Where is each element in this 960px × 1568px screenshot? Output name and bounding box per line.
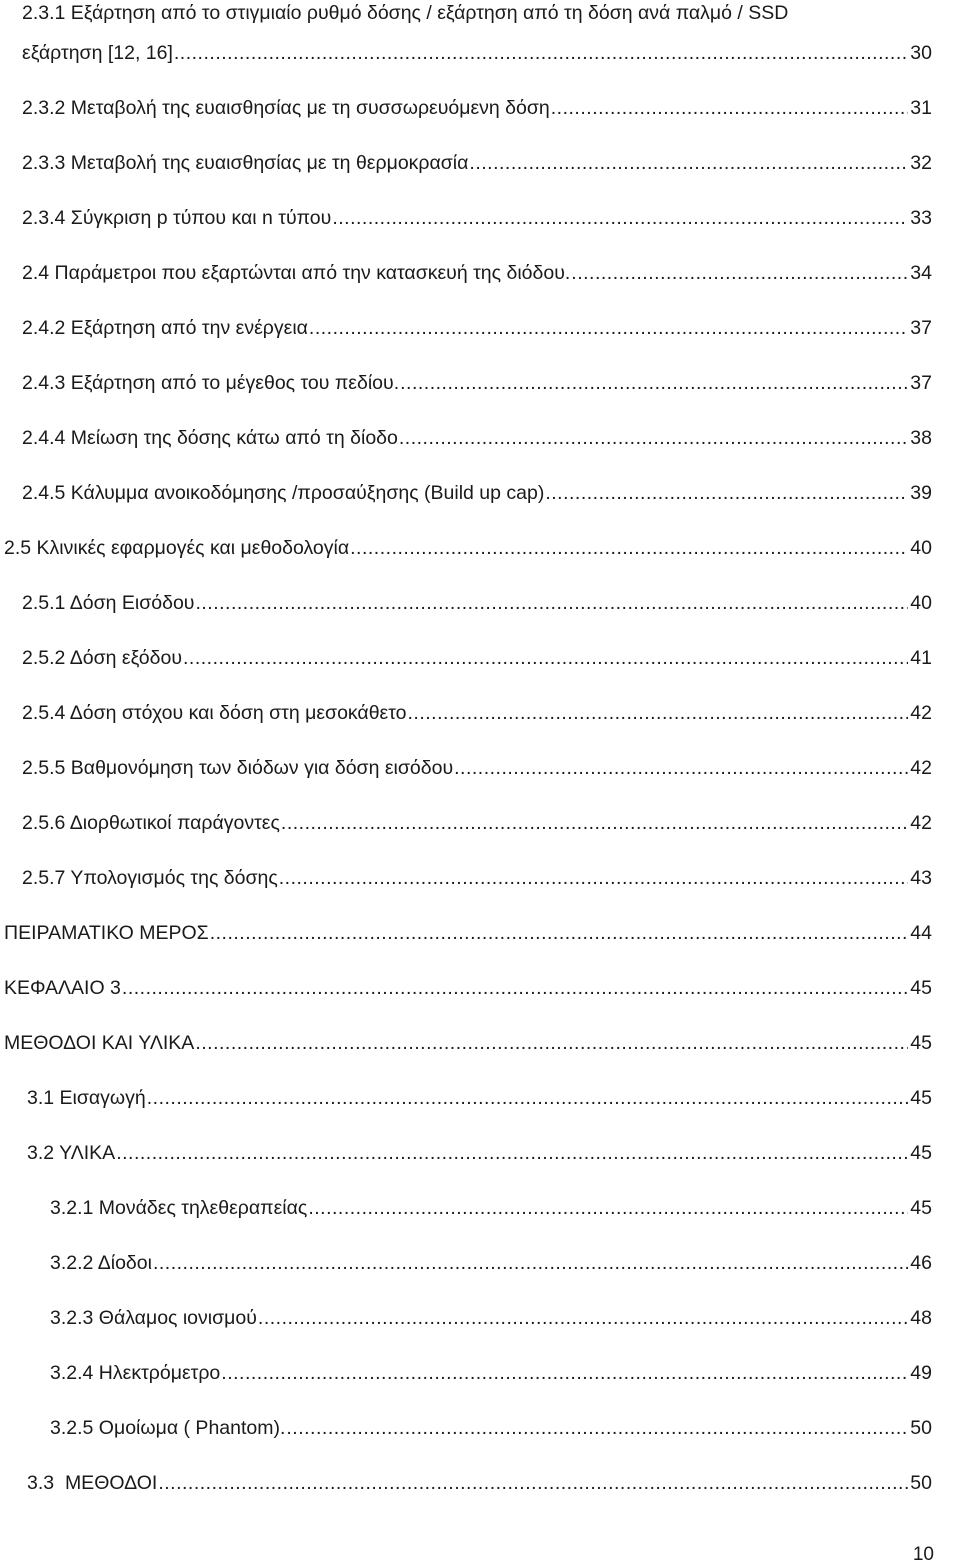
toc-entry-page: 45 — [910, 977, 932, 999]
toc-entry-page: 44 — [910, 922, 932, 944]
toc-leader-dots — [183, 645, 908, 671]
toc-entry-label: ΚΕΦΑΛΑΙΟ 3 — [4, 977, 121, 999]
toc-entry[interactable] — [27, 1470, 932, 1496]
toc-leader-dots — [400, 370, 908, 396]
toc-entry[interactable] — [50, 1360, 932, 1386]
toc-entry-label: 2.5.4 Δόση στόχου και δόση στη μεσοκάθετο — [22, 702, 407, 724]
toc-first-line: 2.3.1 Εξάρτηση από το στιγμιαίο ρυθμό δόσης / εξάρτηση από τη δόση ανά παλμό / SSD — [22, 2, 789, 24]
toc-entry[interactable] — [4, 920, 932, 946]
toc-leader-dots — [469, 150, 908, 176]
toc-entry-label: 3.2.5 Ομοίωμα ( Phantom). — [50, 1417, 286, 1439]
toc-entry-label: 2.4.4 Μείωση της δόσης κάτω από τη δίοδο — [22, 427, 398, 449]
toc-entry-page: 50 — [910, 1417, 932, 1439]
toc-leader-dots — [195, 590, 908, 616]
toc-entry-label: 2.5.1 Δόση Εισόδου — [22, 592, 195, 614]
toc-entry[interactable] — [22, 40, 932, 66]
toc-entry[interactable] — [50, 1415, 932, 1441]
toc-leader-dots — [258, 1305, 908, 1331]
toc-entry-page: 33 — [910, 207, 932, 229]
toc-entry-label: εξάρτηση [12, 16] — [22, 42, 173, 64]
toc-leader-dots — [545, 480, 908, 506]
toc-entry-label: 3.3 ΜΕΘΟΔΟΙ — [27, 1472, 158, 1494]
toc-entry-label: 2.3.3 Μεταβολή της ευαισθησίας με τη θερμοκρασία — [22, 152, 469, 174]
toc-leader-dots — [210, 920, 909, 946]
toc-entry-label: 3.2.3 Θάλαμος ιονισμού — [50, 1307, 257, 1329]
toc-entry[interactable] — [4, 975, 932, 1001]
toc-entry[interactable] — [22, 700, 932, 726]
toc-leader-dots — [116, 1140, 908, 1166]
toc-entry-page: 49 — [910, 1362, 932, 1384]
toc-leader-dots — [571, 260, 908, 286]
toc-entry-page: 34 — [910, 262, 932, 284]
toc-entry-label: 2.4 Παράμετροι που εξαρτώνται από την κατασκευή της διόδου. — [22, 262, 571, 284]
toc-leader-dots — [332, 205, 908, 231]
toc-entry-label: 2.5 Κλινικές εφαρμογές και μεθοδολογία — [4, 537, 350, 559]
toc-entry[interactable] — [22, 645, 932, 671]
toc-entry-label: 3.1 Εισαγωγή — [27, 1087, 146, 1109]
toc-entry-label: 2.4.3 Εξάρτηση από το μέγεθος του πεδίου. — [22, 372, 400, 394]
toc-entry[interactable] — [4, 1030, 932, 1056]
toc-entry[interactable] — [27, 1085, 932, 1111]
toc-leader-dots — [399, 425, 908, 451]
toc-entry-label: ΜΕΘΟΔΟΙ ΚΑΙ ΥΛΙΚΑ — [4, 1032, 195, 1054]
toc-leader-dots — [174, 40, 908, 66]
toc-entry-page: 39 — [910, 482, 932, 504]
toc-entry[interactable] — [22, 425, 932, 451]
toc-entry[interactable] — [22, 370, 932, 396]
toc-entry-page: 46 — [910, 1252, 932, 1274]
toc-entry[interactable] — [22, 810, 932, 836]
toc-leader-dots — [281, 810, 908, 836]
toc-entry[interactable] — [22, 755, 932, 781]
toc-entry-page: 37 — [910, 372, 932, 394]
toc-entry-label: 3.2.2 Δίοδοι — [50, 1252, 152, 1274]
toc-leader-dots — [279, 865, 909, 891]
toc-entry[interactable] — [22, 590, 932, 616]
toc-entry[interactable] — [22, 150, 932, 176]
toc-leader-dots — [408, 700, 909, 726]
toc-entry-page: 42 — [910, 757, 932, 779]
toc-leader-dots — [309, 315, 908, 341]
toc-entry-label: 2.3.2 Μεταβολή της ευαισθησίας με τη συσσωρευόμενη δόση — [22, 97, 550, 119]
toc-entry-label: 3.2.1 Μονάδες τηλεθεραπείας — [50, 1197, 308, 1219]
toc-entry-page: 31 — [910, 97, 932, 119]
toc-entry-page: 30 — [910, 42, 932, 64]
toc-entry-page: 41 — [910, 647, 932, 669]
toc-entry-label: 3.2.4 Ηλεκτρόμετρο — [50, 1362, 221, 1384]
toc-entry[interactable] — [22, 865, 932, 891]
toc-entry[interactable] — [50, 1250, 932, 1276]
toc-entry[interactable] — [50, 1305, 932, 1331]
toc-entry-page: 37 — [910, 317, 932, 339]
toc-leader-dots — [286, 1415, 908, 1441]
toc-leader-dots — [158, 1470, 908, 1496]
toc-entry[interactable] — [22, 260, 932, 286]
toc-entry-page: 42 — [910, 702, 932, 724]
toc-entry-label: 2.5.5 Βαθμονόμηση των διόδων για δόση εισόδου — [22, 757, 454, 779]
toc-entry[interactable] — [22, 315, 932, 341]
toc-entry[interactable] — [22, 480, 932, 506]
toc-leader-dots — [350, 535, 908, 561]
toc-entry-page: 38 — [910, 427, 932, 449]
toc-leader-dots — [153, 1250, 908, 1276]
toc-leader-dots — [195, 1030, 908, 1056]
toc-entry[interactable] — [50, 1195, 932, 1221]
toc-entry[interactable] — [22, 95, 932, 121]
toc-entry-label: 2.5.2 Δόση εξόδου — [22, 647, 182, 669]
toc-leader-dots — [454, 755, 908, 781]
toc-entry-page: 45 — [910, 1087, 932, 1109]
toc-entry-label: 2.5.7 Υπολογισμός της δόσης — [22, 867, 278, 889]
toc-entry-page: 43 — [910, 867, 932, 889]
toc-entry-page: 40 — [910, 592, 932, 614]
toc-entry-page: 32 — [910, 152, 932, 174]
toc-entry-page: 45 — [910, 1142, 932, 1164]
toc-entry-page: 42 — [910, 812, 932, 834]
toc-entry-page: 40 — [910, 537, 932, 559]
toc-leader-dots — [122, 975, 908, 1001]
toc-entry-label: 2.3.4 Σύγκριση p τύπου και n τύπου — [22, 207, 332, 229]
toc-entry-label: 2.5.6 Διορθωτικοί παράγοντες — [22, 812, 280, 834]
toc-leader-dots — [147, 1085, 909, 1111]
toc-entry-label: 3.2 ΥΛΙΚΑ — [27, 1142, 116, 1164]
toc-leader-dots — [551, 95, 909, 121]
toc-entry-page: 45 — [910, 1197, 932, 1219]
toc-entry-page: 45 — [910, 1032, 932, 1054]
toc-entry[interactable] — [22, 205, 932, 231]
toc-entry[interactable] — [27, 1140, 932, 1166]
toc-entry-page: 50 — [910, 1472, 932, 1494]
toc-entry-label: ΠΕΙΡΑΜΑΤΙΚΟ ΜΕΡΟΣ — [4, 922, 209, 944]
toc-leader-dots — [221, 1360, 908, 1386]
toc-entry-label: 2.4.5 Κάλυμμα ανοικοδόμησης /προσαύξησης (Build up cap) — [22, 482, 545, 504]
toc-entry-label: 2.4.2 Εξάρτηση από την ενέργεια — [22, 317, 308, 339]
toc-entry-page: 48 — [910, 1307, 932, 1329]
toc-entry[interactable] — [4, 535, 932, 561]
toc-leader-dots — [308, 1195, 908, 1221]
page-number: 10 — [912, 1544, 934, 1565]
